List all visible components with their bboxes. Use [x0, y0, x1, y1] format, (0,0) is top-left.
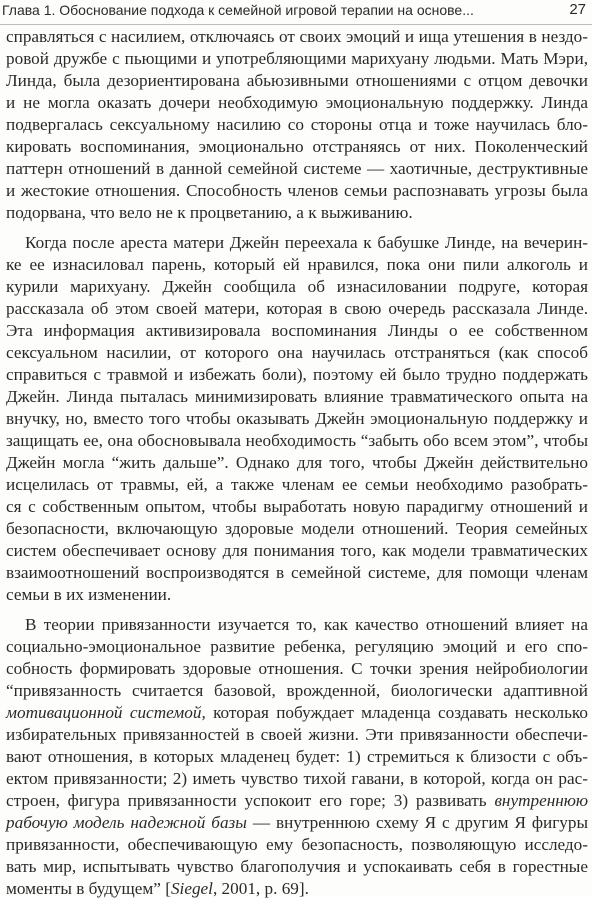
text-line: [6, 430, 588, 452]
text-line: [6, 70, 588, 92]
text-line: [6, 746, 588, 768]
text-line: [6, 136, 588, 158]
text-segment: собность формировать здоровые отношения. С точки зрения нейробиологии: [6, 659, 588, 678]
text-segment: Линда, была дезориентирована абьюзивными отношениями с отцом девочки: [6, 71, 588, 90]
text-segment: рассказала об этом своей матери, которая в свою очередь рассказала Линде.: [6, 299, 588, 318]
text-segment: “привязанность считается базовой, врожденной, биологически адаптивной: [6, 681, 588, 700]
text-segment: взаимоотношений воспроизводятся в семейной системе, для помощи членам: [6, 563, 588, 582]
text-segment: привязанности, обеспечивающую ему безопасность, позволяющую исследо-: [6, 835, 588, 854]
italic-text: Siegel: [170, 879, 213, 898]
text-line: [6, 386, 588, 408]
text-line: [6, 658, 588, 680]
text-segment: подвергалась сексуальному насилию со стороны отца и тоже научилась бло-: [6, 115, 588, 134]
text-line: [6, 724, 588, 746]
text-line: [6, 856, 588, 878]
running-header: [2, 0, 590, 20]
text-line: [6, 180, 588, 202]
text-segment: ся с собственным опытом, чтобы выработать новую парадигму отношений и: [6, 497, 588, 516]
text-line: [6, 202, 588, 224]
text-line: [6, 114, 588, 136]
text-segment: кировать воспоминания, эмоционально отстраняясь от них. Поколенческий: [6, 137, 588, 156]
body-text: [6, 26, 588, 900]
text-segment: исцелилась от травмы, ей, а также членам ее семьи необходимо разобрать-: [6, 475, 588, 494]
text-segment: паттерн отношений в данной семейной системе — хаотичные, деструктивные: [6, 159, 588, 178]
text-segment: систем обеспечивает основу для понимания того, как модели травматических: [6, 541, 588, 560]
text-segment: справляться с насилием, отключаясь от своих эмоций и ища утешения в нездо-: [6, 27, 588, 46]
text-segment: семьи в их изменении.: [6, 585, 172, 604]
text-line: [6, 232, 588, 254]
text-segment: безопасности, включающую здоровые модели отношений. Теория семейных: [6, 519, 588, 538]
text-segment: и жестокие отношения. Способность членов семьи распознавать угрозы была: [6, 181, 588, 200]
text-segment: Джейн могла “жить дальше”. Однако для того, чтобы Джейн действительно: [6, 453, 588, 472]
text-line: [6, 254, 588, 276]
text-line: [6, 320, 588, 342]
page-number: 27: [569, 1, 586, 18]
text-line: [6, 452, 588, 474]
header-divider: [0, 24, 592, 25]
text-segment: Когда после ареста матери Джейн переехала к бабушке Линде, на вечерин-: [25, 233, 588, 252]
chapter-title: Глава 1. Обоснование подхода к семейной игровой терапии на основе...: [2, 2, 474, 18]
italic-text: мотивационной системой,: [6, 703, 206, 722]
text-line: [6, 614, 588, 636]
text-line: [6, 834, 588, 856]
text-segment: ровой дружбе с пьющими и употребляющими марихуану людьми. Мать Мэри,: [6, 49, 588, 68]
text-line: [6, 92, 588, 114]
text-line: [6, 584, 588, 606]
text-line: [6, 680, 588, 702]
text-segment: которая побуждает младенца создавать несколько: [205, 703, 588, 722]
text-line: [6, 298, 588, 320]
text-segment: ке ее изнасиловал парень, который ей нравился, пока они пили алкоголь и: [6, 255, 588, 274]
text-line: [6, 496, 588, 518]
text-line: [6, 540, 588, 562]
text-line: [6, 342, 588, 364]
text-segment: Джейн. Линда пыталась минимизировать влияние травматического опыта на: [6, 387, 588, 406]
text-line: [6, 48, 588, 70]
text-segment: справиться с травмой и избежать боли), поэтому ей было трудно поддержать: [6, 365, 588, 384]
text-line: [6, 790, 588, 812]
italic-text: внутреннюю: [494, 791, 588, 810]
text-line: [6, 812, 588, 834]
text-line: [6, 276, 588, 298]
text-line: [6, 474, 588, 496]
text-line: [6, 878, 588, 900]
text-line: [6, 408, 588, 430]
text-segment: В теории привязанности изучается то, как качество отношений влияет на: [25, 615, 588, 634]
text-segment: ектом привязанности; 2) иметь чувство тихой гавани, в которой, когда он рас-: [6, 769, 588, 788]
text-segment: избирательных привязанностей в своей жизни. Эти привязанности обеспечи-: [6, 725, 588, 744]
text-segment: социально-эмоциональное развитие ребенка, регуляцию эмоций и его спо-: [6, 637, 588, 656]
text-segment: моменты в будущем” [: [6, 879, 171, 898]
text-line: [6, 364, 588, 386]
text-segment: Эта информация активизировала воспоминания Линды о ее собственном: [6, 321, 588, 340]
text-line: [6, 158, 588, 180]
text-line: [6, 702, 588, 724]
text-segment: курили марихуану. Джейн сообщила об изнасиловании подруге, которая: [6, 277, 588, 296]
text-segment: вать мир, испытывать чувство благополучия и успокаивать себя в горестные: [6, 857, 588, 876]
text-line: [6, 26, 588, 48]
italic-text: рабочую модель надежной базы: [6, 813, 247, 832]
text-segment: , 2001, p. 69].: [212, 879, 309, 898]
text-segment: внучку, но, вместо того чтобы оказывать Джейн эмоциональную поддержку и: [6, 409, 588, 428]
text-line: [6, 636, 588, 658]
text-segment: сексуальном насилии, от которого она научилась отстраняться (как способ: [6, 343, 588, 362]
text-line: [6, 768, 588, 790]
text-segment: защищать ее, она обосновывала необходимость “забыть обо всем этом”, чтобы: [6, 431, 588, 450]
text-segment: и не могла оказать дочери необходимую эмоциональную поддержку. Линда: [6, 93, 588, 112]
text-line: [6, 518, 588, 540]
text-segment: строен, фигура привязанности успокоит его горе; 3) развивать: [6, 791, 495, 810]
text-segment: подорвана, что вело не к процветанию, а к выживанию.: [6, 203, 413, 222]
text-segment: — внутреннюю схему Я с другим Я фигуры: [246, 813, 588, 832]
text-line: [6, 562, 588, 584]
text-segment: вают отношения, в которых младенец будет: 1) стремиться к близости с объ-: [6, 747, 588, 766]
